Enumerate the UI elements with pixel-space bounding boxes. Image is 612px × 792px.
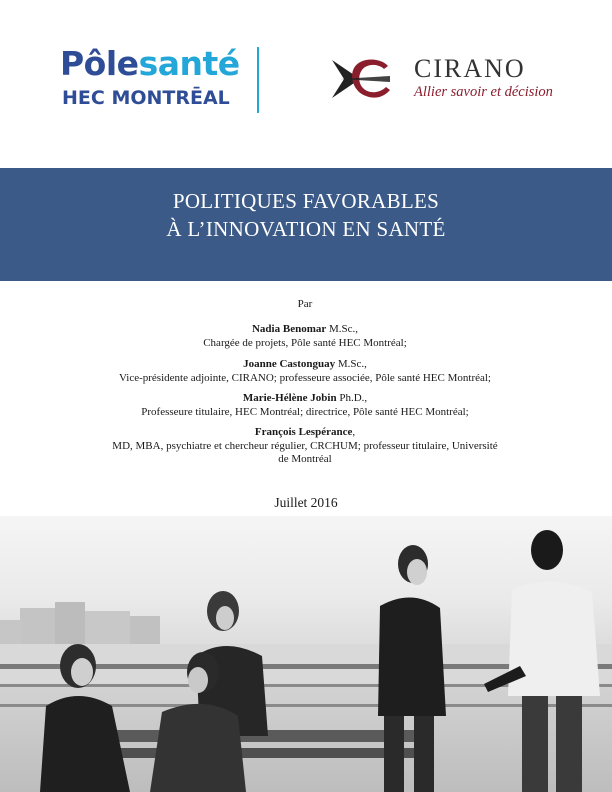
by-label: Par <box>297 298 313 310</box>
sante-text: santé <box>138 44 240 83</box>
author-name-line <box>70 426 540 439</box>
author-name: Joanne Castonguay <box>243 358 336 370</box>
cirano-wordmark: CIRANO <box>414 54 526 83</box>
author-affiliation-continued: de Montréal <box>278 453 332 465</box>
pole-sante-logo <box>60 44 250 116</box>
author-name: Nadia Benomar <box>251 323 327 335</box>
publication-date: Juillet 2016 <box>274 495 338 510</box>
pole-text: Pôle <box>60 44 139 83</box>
cover-photo-illustration <box>0 516 612 792</box>
logo-divider <box>257 47 259 113</box>
author-name-line <box>70 358 540 371</box>
title-line-1: POLITIQUES FAVORABLES <box>172 189 440 213</box>
author-affiliation: Vice-présidente adjointe, CIRANO; professeure associée, Pôle santé HEC Montréal; <box>118 372 491 384</box>
author-name: François Lespérance <box>254 426 353 438</box>
title-band <box>0 168 612 281</box>
title-line-2: À L’INNOVATION EN SANTÉ <box>166 217 446 241</box>
author-name-line <box>70 392 540 405</box>
author-credentials: Ph.D., <box>336 392 368 404</box>
hec-montreal-wordmark: HEC MONTRĒAL <box>62 87 230 109</box>
cirano-mark-icon <box>330 54 392 104</box>
author-affiliation: MD, MBA, psychiatre et chercheur régulier, CRCHUM; professeur titulaire, Université <box>112 440 498 452</box>
cover-photo <box>0 516 612 792</box>
author-credentials: , <box>352 426 356 438</box>
pole-sante-wordmark <box>60 44 240 84</box>
author-name: Marie-Hélène Jobin <box>242 392 337 404</box>
cirano-tagline: Allier savoir et décision <box>414 84 553 100</box>
author-credentials: M.Sc., <box>335 358 367 370</box>
author-affiliation: Professeure titulaire, HEC Montréal; directrice, Pôle santé HEC Montréal; <box>141 406 469 418</box>
author-name-line <box>70 323 540 336</box>
author-affiliation: Chargée de projets, Pôle santé HEC Montréal; <box>203 337 407 349</box>
cirano-logo <box>330 52 560 108</box>
author-credentials: M.Sc., <box>326 323 359 335</box>
